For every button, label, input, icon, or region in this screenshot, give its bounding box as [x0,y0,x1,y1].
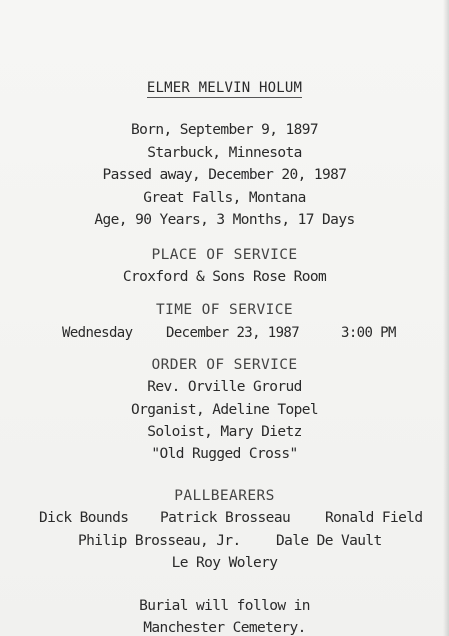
pallbearer-name: Dale De Vault [276,533,382,549]
deceased-name-text: ELMER MELVIN HOLUM [146,80,303,96]
service-date: December 23, 1987 [166,325,300,341]
birth-place: Starbuck, Minnesota [147,145,302,161]
pallbearer-name: Philip Brosseau, Jr. [78,533,241,549]
age-at-death: Age, 90 Years, 3 Months, 17 Days [94,212,355,228]
officiant: Rev. Orville Grorud [147,379,302,395]
service-location: Croxford & Sons Rose Room [122,269,327,285]
death-date: Passed away, December 20, 1987 [102,167,347,183]
time-of-service-heading: TIME OF SERVICE [156,302,293,318]
hymn-title: "Old Rugged Cross" [151,446,298,462]
burial-note-line-2: Manchester Cemetery. [143,620,306,636]
pallbearer-name: Ronald Field [325,510,423,526]
soloist: Soloist, Mary Dietz [147,424,302,440]
birth-date: Born, September 9, 1897 [131,122,318,138]
pallbearers-heading: PALLBEARERS [174,488,275,504]
pallbearer-name: Le Roy Wolery [171,555,278,571]
order-of-service-heading: ORDER OF SERVICE [151,357,298,373]
pallbearer-name: Patrick Brosseau [160,510,291,526]
pallbearer-name: Dick Bounds [39,510,129,526]
place-of-service-heading: PLACE OF SERVICE [151,247,298,263]
death-place: Great Falls, Montana [143,190,306,206]
service-day: Wednesday [62,325,133,341]
organist: Organist, Adeline Topel [131,402,318,418]
burial-note-line-1: Burial will follow in [139,598,310,614]
deceased-name-title [0,80,449,96]
service-time: 3:00 PM [341,325,396,341]
